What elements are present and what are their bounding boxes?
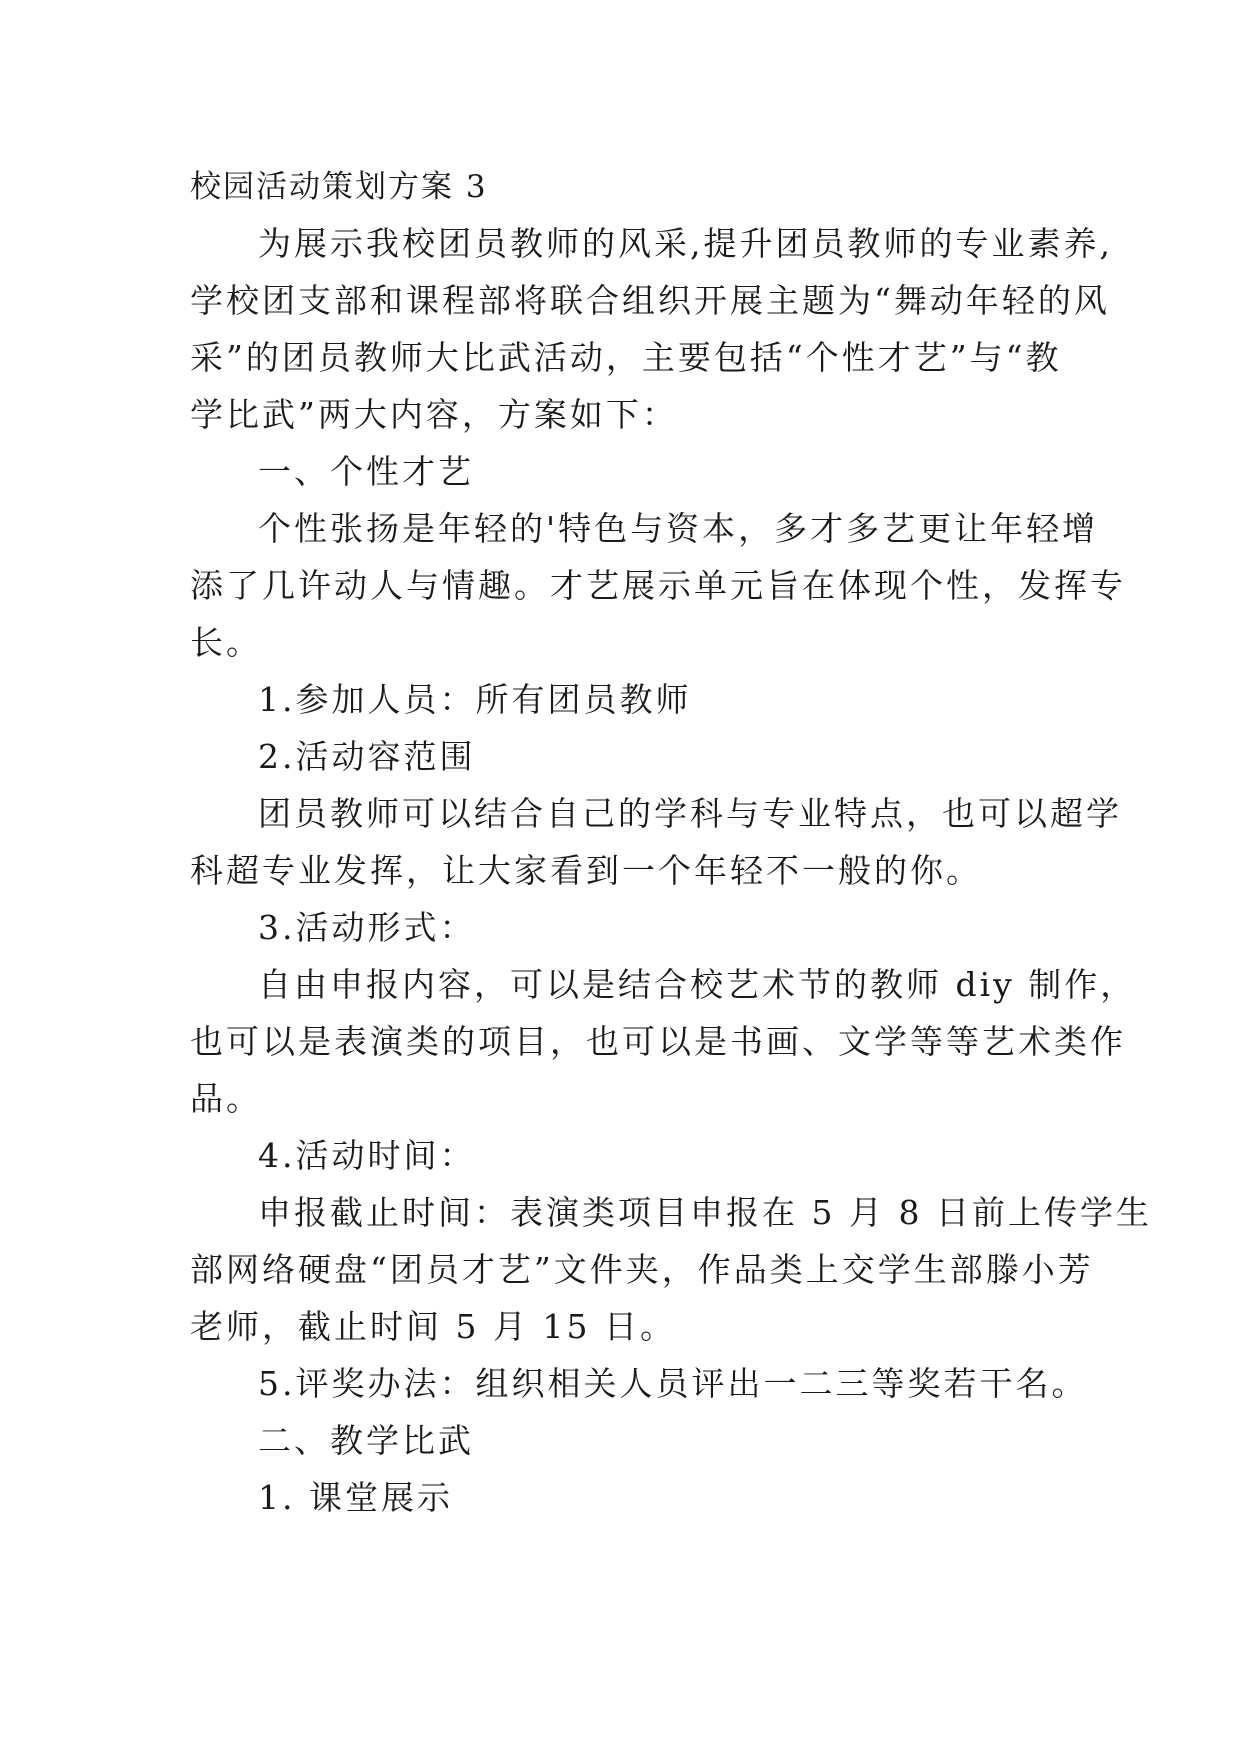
paragraph-line: 也可以是表演类的项目，也可以是书画、文学等等艺术类作: [190, 1022, 1126, 1061]
document-title: 校园活动策划方案 3: [190, 169, 488, 205]
paragraph-line: 采”的团员教师大比武活动，主要包括“个性才艺”与“教: [190, 338, 1062, 377]
paragraph-line: 长。: [190, 623, 262, 662]
section-heading: 二、教学比武: [258, 1421, 474, 1460]
list-item: 1. 课堂展示: [258, 1478, 453, 1517]
paragraph-line: 个性张扬是年轻的'特色与资本，多才多艺更让年轻增: [258, 509, 1099, 548]
paragraph-line: 申报截止时间：表演类项目申报在 5 月 8 日前上传学生: [258, 1193, 1152, 1232]
list-item: 4.活动时间：: [258, 1136, 476, 1175]
paragraph-line: 科超专业发挥，让大家看到一个年轻不一般的你。: [190, 851, 982, 890]
list-item: 3.活动形式：: [258, 908, 476, 947]
list-item: 5.评奖办法：组织相关人员评出一二三等奖若干名。: [258, 1364, 1088, 1403]
paragraph-line: 学校团支部和课程部将联合组织开展主题为“舞动年轻的风: [190, 281, 1110, 320]
paragraph-line: 学比武”两大内容，方案如下：: [190, 395, 678, 434]
paragraph-line: 部网络硬盘“团员才艺”文件夹，作品类上交学生部滕小芳: [190, 1250, 1094, 1289]
paragraph-line: 老师，截止时间 5 月 15 日。: [190, 1307, 676, 1346]
paragraph-line: 品。: [190, 1079, 262, 1118]
paragraph-line: 为展示我校团员教师的风采,提升团员教师的专业素养,: [258, 224, 1113, 263]
paragraph-line: 添了几许动人与情趣。才艺展示单元旨在体现个性，发挥专: [190, 566, 1126, 605]
list-item: 1.参加人员：所有团员教师: [258, 680, 692, 719]
list-item: 2.活动容范围: [258, 737, 476, 776]
paragraph-line: 自由申报内容，可以是结合校艺术节的教师 diy 制作，: [258, 965, 1137, 1004]
section-heading: 一、个性才艺: [258, 452, 474, 491]
paragraph-line: 团员教师可以结合自己的学科与专业特点，也可以超学: [258, 794, 1122, 833]
